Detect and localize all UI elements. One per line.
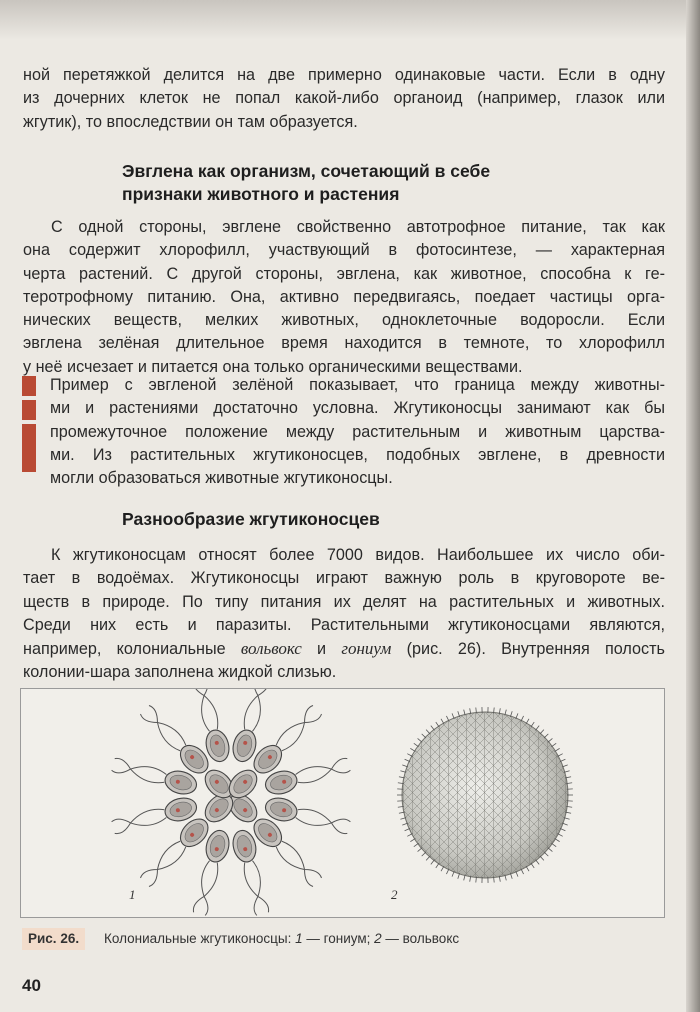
text-line: жгутик), то впоследствии он там образуется. <box>23 112 358 131</box>
figure-label-1: 1 <box>129 887 136 902</box>
text-line: С одной стороны, эвглене свойственно автотрофное питание, так как <box>51 218 665 236</box>
page-gutter-shadow <box>686 0 700 1012</box>
figure-caption-label: Рис. 26. <box>22 928 85 950</box>
text-line: ществ в природе. По типу питания их делят на растительных и животных. <box>23 592 665 611</box>
page-number: 40 <box>22 976 41 995</box>
text-line: например, колониальные вольвокс и гониум (рис. 26). Внутренняя полость <box>23 639 665 659</box>
highlight-marker <box>22 376 36 472</box>
text-line: ми и растениями достаточно условна. Жгутиконосцы занимают как бы <box>50 399 665 418</box>
text-line: К жгутиконосцам относят более 7000 видов. Наибольшее их число оби- <box>51 546 665 564</box>
gonium-colony-drawing <box>110 689 351 917</box>
text-line: нических веществ, мелких животных, одноклеточные водоросли. Если <box>23 311 665 330</box>
text-line: Пример с эвгленой зелёной показывает, что граница между животны- <box>50 376 665 394</box>
text-line: ми. Из растительных жгутиконосцев, подобных эвглене, в древности <box>50 445 665 464</box>
heading-line: признаки животного и растения <box>122 184 400 204</box>
figure-illustration <box>21 689 664 917</box>
euglena-paragraph <box>23 216 665 379</box>
text-line: черта растений. С другой стороны, эвглена, как животное, способна к ге- <box>23 264 665 283</box>
section-heading-euglena <box>122 160 622 206</box>
text-line: ной перетяжкой делится на две примерно одинаковые части. Если в одну <box>23 66 665 84</box>
text-line: теротрофному питанию. Она, активно передвигаясь, поедает частицы орга- <box>23 287 665 306</box>
text-line: тает в водоёмах. Жгутиконосцы играют важную роль в круговороте ве- <box>23 569 665 588</box>
figure-26 <box>20 688 665 918</box>
text-line: промежуточное положение между растительным и животным царства- <box>50 422 665 441</box>
intro-paragraph <box>23 64 665 134</box>
text-line: колонии-шара заполнена жидкой слизью. <box>23 663 337 682</box>
volvox-colony-drawing <box>397 707 573 883</box>
term-volvox: вольвокс <box>240 639 302 659</box>
diversity-paragraph <box>23 544 665 685</box>
section-heading-diversity: Разнообразие жгутиконосцев <box>122 509 380 529</box>
highlight-paragraph <box>50 374 665 490</box>
text-line: у неё исчезает и питается она только органическими веществами. <box>23 357 523 376</box>
page-top-shadow <box>0 0 700 40</box>
text-line: Среди них есть и паразиты. Растительными жгутиконосцами являются, <box>23 615 665 634</box>
text-line: эвглена зелёная длительное время находится в темноте, то хлорофилл <box>23 334 665 353</box>
figure-caption: Колониальные жгутиконосцы: 1 — гониум; 2 — вольвокс <box>104 931 460 946</box>
term-gonium: гониум <box>341 639 392 659</box>
text-line: из дочерних клеток не попал какой-либо органоид (например, глазок или <box>23 89 665 108</box>
heading-line: Эвглена как организм, сочетающий в себе <box>122 161 491 181</box>
text-line: она содержит хлорофилл, участвующий в фотосинтезе, — характерная <box>23 241 665 260</box>
text-line: могли образоваться животные жгутиконосцы. <box>50 469 393 488</box>
figure-label-2: 2 <box>391 887 398 902</box>
